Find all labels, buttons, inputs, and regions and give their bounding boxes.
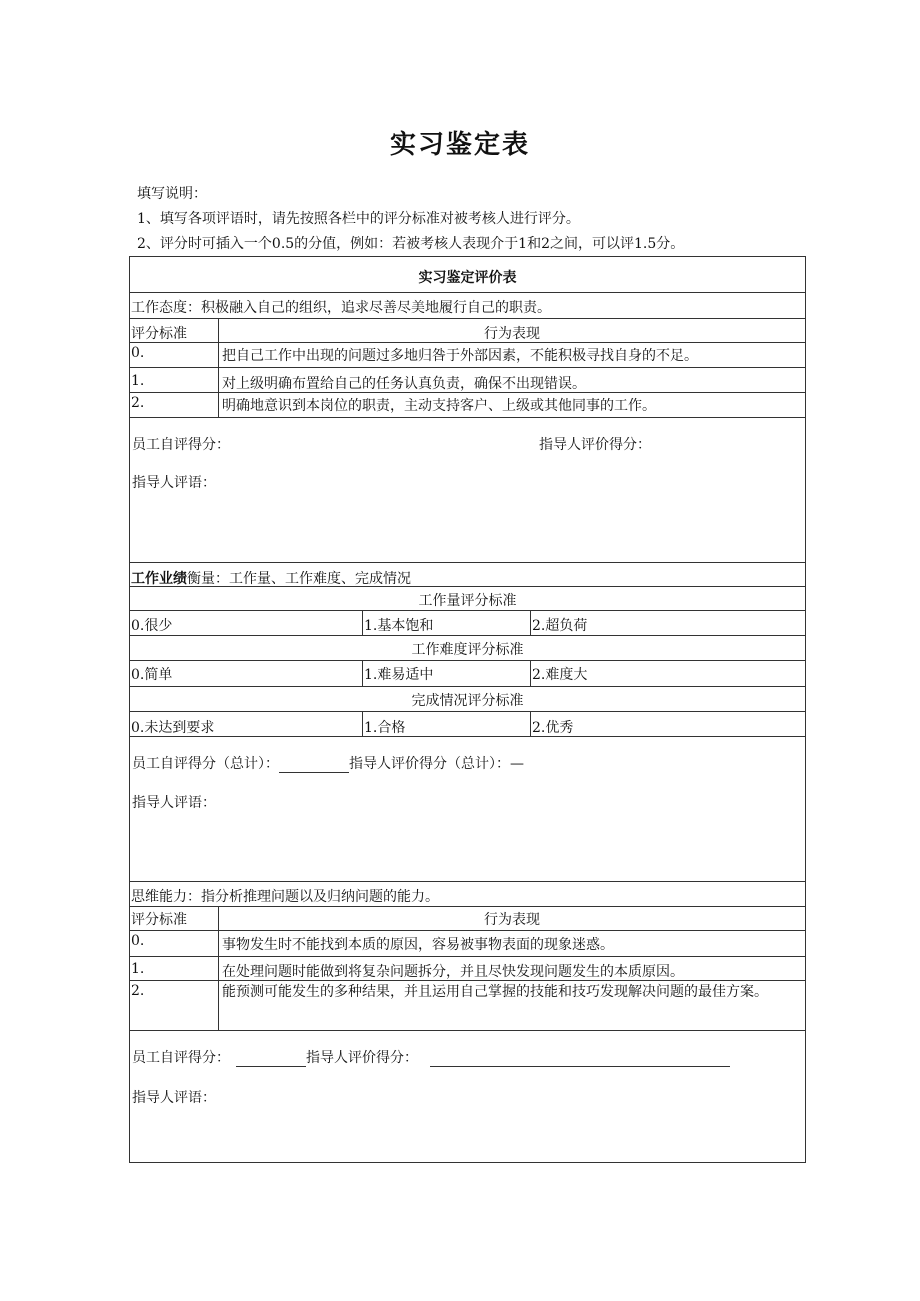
workload-level-2: 2.超负荷 xyxy=(530,611,805,635)
behavior-cell: 对上级明确布置给自己的任务认真负责，确保不出现错误。 xyxy=(218,368,805,392)
completion-levels-row xyxy=(130,712,805,737)
attitude-desc: ：积极融入自己的组织，追求尽善尽美地履行自己的职责。 xyxy=(187,300,551,316)
self-score-blank[interactable] xyxy=(236,1052,306,1067)
score-cell: 2. xyxy=(131,983,145,999)
difficulty-level-1: 1.难易适中 xyxy=(362,661,530,686)
evaluation-form xyxy=(129,256,806,1163)
mentor-score-blank[interactable] xyxy=(430,1052,730,1067)
mentor-score-label: 指导人评价得分： xyxy=(306,1050,418,1066)
performance-header-row xyxy=(130,563,805,587)
thinking-header: 思维能力：指分析推理问题以及归纳问题的能力。 xyxy=(131,889,439,905)
mentor-comment-label: 指导人评语： xyxy=(132,475,216,491)
difficulty-level-0: 0.简单 xyxy=(131,667,173,683)
attitude-label: 工作态度 xyxy=(131,300,187,316)
thinking-score-line xyxy=(132,1047,730,1067)
attitude-score-block xyxy=(130,418,805,563)
table-row xyxy=(130,957,805,981)
table-row xyxy=(130,368,805,393)
self-score-label: 员工自评得分： xyxy=(132,1050,230,1066)
behavior-cell: 事物发生时不能找到本质的原因，容易被事物表面的现象迷惑。 xyxy=(218,931,805,956)
self-score-total-label: 员工自评得分（总计）： xyxy=(132,756,279,772)
table-row xyxy=(130,393,805,418)
thinking-col-header-row xyxy=(130,907,805,931)
workload-title: 工作量评分标准 xyxy=(418,593,517,609)
score-cell: 1. xyxy=(131,961,145,977)
self-score-blank[interactable] xyxy=(279,758,349,773)
completion-title: 完成情况评分标准 xyxy=(411,693,524,709)
mentor-comment-label: 指导人评语： xyxy=(132,1090,216,1106)
table-title-row xyxy=(130,257,805,293)
performance-desc: 衡量：工作量、工作难度、完成情况 xyxy=(187,571,411,587)
score-cell: 0. xyxy=(131,345,145,361)
workload-level-1: 1.基本饱和 xyxy=(362,611,530,635)
score-cell: 0. xyxy=(131,933,145,949)
performance-label: 工作业绩 xyxy=(131,571,187,587)
mentor-comment-label: 指导人评语： xyxy=(132,795,216,811)
attitude-col-behavior: 行为表现 xyxy=(218,319,805,342)
thinking-score-block xyxy=(130,1031,805,1162)
table-row xyxy=(130,981,805,1031)
difficulty-title: 工作难度评分标准 xyxy=(411,642,524,658)
total-score-line xyxy=(132,753,524,773)
attitude-header xyxy=(130,293,805,318)
instructions-heading: 填写说明： xyxy=(137,186,207,202)
instruction-line-1: 1、填写各项评语时，请先按照各栏中的评分标准对被考核人进行评分。 xyxy=(137,211,580,227)
table-row xyxy=(130,931,805,957)
attitude-col-header-row xyxy=(130,319,805,343)
thinking-header-row xyxy=(130,882,805,907)
score-cell: 1. xyxy=(131,373,145,389)
difficulty-title-row xyxy=(130,636,805,661)
behavior-cell: 把自己工作中出现的问题过多地归咎于外部因素，不能积极寻找自身的不足。 xyxy=(218,343,805,367)
thinking-col-score: 评分标准 xyxy=(131,912,187,928)
completion-title-row xyxy=(130,687,805,712)
behavior-cell: 明确地意识到本岗位的职责，主动支持客户、上级或其他同事的工作。 xyxy=(218,393,805,417)
completion-level-1: 1.合格 xyxy=(362,712,530,736)
page-title: 实习鉴定表 xyxy=(389,130,530,160)
behavior-cell: 在处理问题时能做到将复杂问题拆分，并且尽快发现问题发生的本质原因。 xyxy=(218,957,805,980)
workload-title-row xyxy=(130,587,805,611)
behavior-cell: 能预测可能发生的多种结果，并且运用自己掌握的技能和技巧发现解决问题的最佳方案。 xyxy=(218,981,805,1030)
thinking-col-behavior: 行为表现 xyxy=(218,907,805,930)
difficulty-level-2: 2.难度大 xyxy=(530,661,805,686)
completion-level-0: 0.未达到要求 xyxy=(131,720,215,736)
table-row xyxy=(130,343,805,368)
completion-level-2: 2.优秀 xyxy=(530,712,805,736)
mentor-score-dash: — xyxy=(510,756,524,772)
mentor-score-total-label: 指导人评价得分（总计）： xyxy=(349,756,510,772)
attitude-header-row xyxy=(130,293,805,319)
difficulty-levels-row xyxy=(130,661,805,687)
self-score-label: 员工自评得分： xyxy=(132,437,230,453)
mentor-score-label: 指导人评价得分： xyxy=(539,437,651,453)
score-cell: 2. xyxy=(131,395,145,411)
performance-header xyxy=(130,563,805,586)
workload-level-0: 0.很少 xyxy=(131,618,173,634)
table-title: 实习鉴定评价表 xyxy=(418,270,517,286)
performance-score-block xyxy=(130,737,805,882)
workload-levels-row xyxy=(130,611,805,636)
instruction-line-2: 2、评分时可插入一个0.5的分值，例如：若被考核人表现介于1和2之间，可以评1.5分。 xyxy=(137,236,685,252)
attitude-col-score: 评分标准 xyxy=(131,326,187,342)
